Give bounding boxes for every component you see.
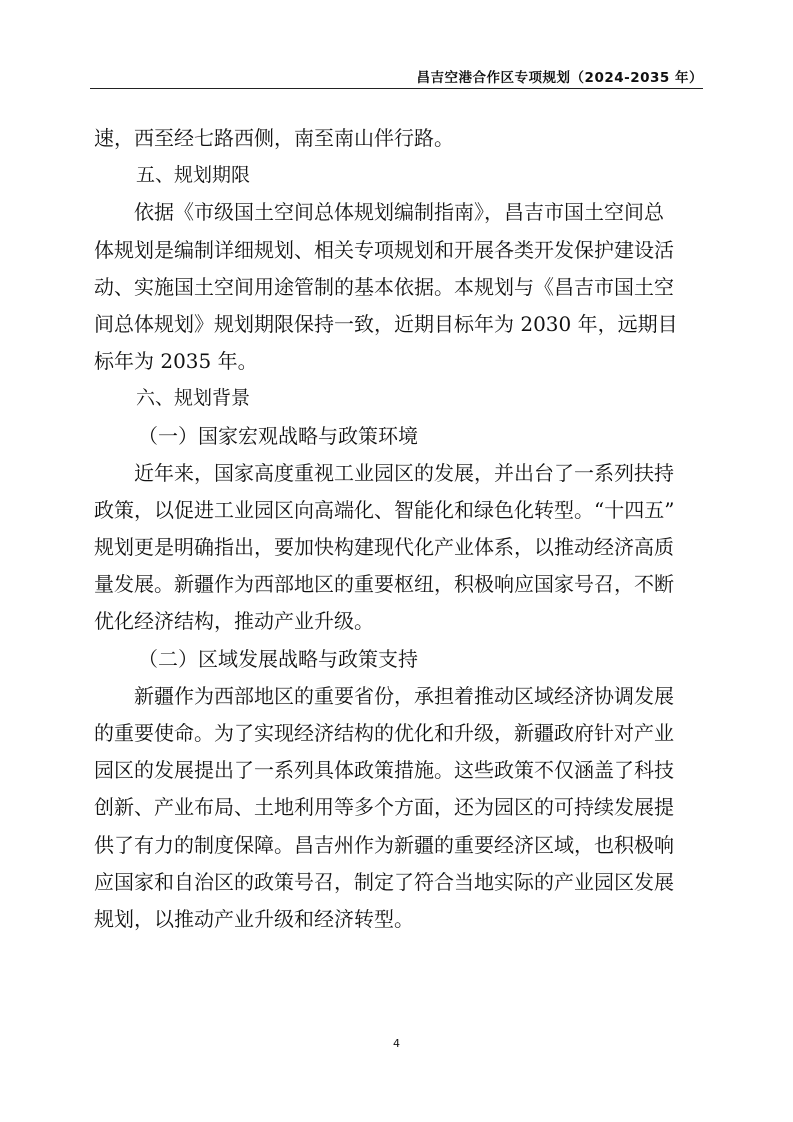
paragraph-line: 应国家和自治区的政策号召，制定了符合当地实际的产业园区发展 [94, 869, 674, 894]
paragraph-line: 体规划是编制详细规划、相关专项规划和开展各类开发保护建设活 [94, 237, 674, 262]
paragraph-line: 创新、产业布局、土地利用等多个方面，还为园区的可持续发展提 [94, 795, 674, 820]
document-title: 昌吉空港合作区专项规划（2024-2035 年） [416, 70, 703, 86]
subsection-heading-national-strategy: （一）国家宏观战略与政策环境 [138, 423, 418, 448]
paragraph-line: 供了有力的制度保障。昌吉州作为新疆的重要经济区域，也积极响 [94, 832, 674, 857]
document-body [94, 120, 704, 938]
paragraph-line: 园区的发展提出了一系列具体政策措施。这些政策不仅涵盖了科技 [94, 758, 674, 783]
paragraph-line: 动、实施国土空间用途管制的基本依据。本规划与《昌吉市国土空 [94, 274, 674, 299]
paragraph-line: 新疆作为西部地区的重要省份，承担着推动区域经济协调发展 [134, 683, 674, 708]
paragraph-line: 规划更是明确指出，要加快构建现代化产业体系，以推动经济高质 [94, 535, 674, 560]
paragraph-line: 速，西至经七路西侧，南至南山伴行路。 [94, 126, 454, 150]
page-header [90, 62, 703, 89]
paragraph-line: 规划，以推动产业升级和经济转型。 [94, 906, 414, 931]
subsection-heading-regional-strategy: （二）区域发展战略与政策支持 [138, 646, 418, 671]
paragraph-line: 优化经济结构，推动产业升级。 [94, 609, 374, 634]
paragraph-line: 量发展。新疆作为西部地区的重要枢纽，积极响应国家号召，不断 [94, 572, 674, 597]
page-number: 4 [393, 1037, 400, 1050]
paragraph-line: 的重要使命。为了实现经济结构的优化和升级，新疆政府针对产业 [94, 721, 674, 745]
paragraph-line: 间总体规划》规划期限保持一致，近期目标年为 2030 年，远期目 [94, 311, 678, 336]
paragraph-line: 标年为 2035 年。 [94, 349, 258, 374]
paragraph-line: 政策，以促进工业园区向高端化、智能化和绿色化转型。“十四五” [94, 497, 675, 522]
paragraph-line: 依据《市级国土空间总体规划编制指南》，昌吉市国土空间总 [134, 200, 664, 225]
section-heading-planning-background: 六、规划背景 [136, 387, 251, 410]
section-heading-planning-period: 五、规划期限 [136, 164, 251, 187]
paragraph-line: 近年来，国家高度重视工业园区的发展，并出台了一系列扶持 [134, 460, 674, 485]
